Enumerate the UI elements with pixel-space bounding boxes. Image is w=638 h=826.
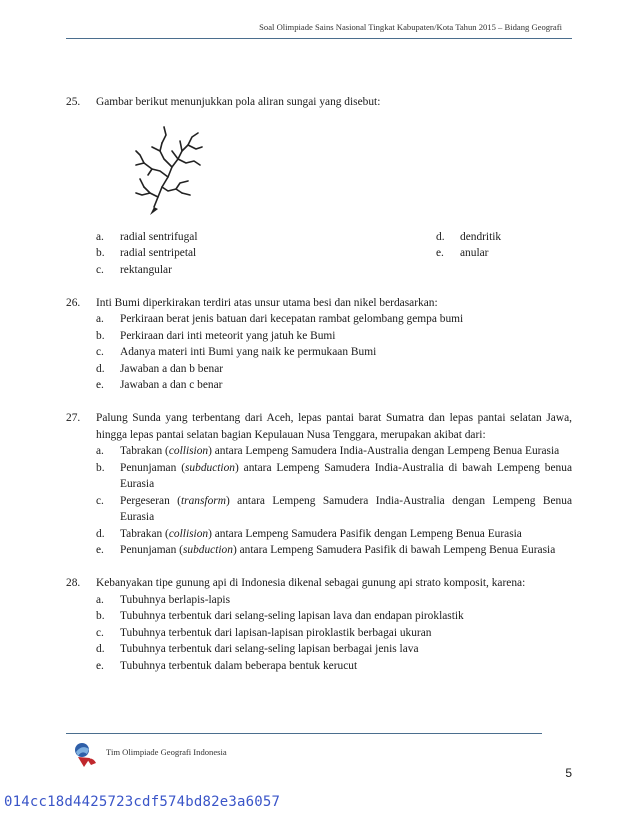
question-list [66,94,572,674]
question-number: 25. [66,96,81,108]
answer-option: e. Tubuhnya terbentuk dalam beberapa bentuk kerucut [96,659,358,672]
italic-term: transform [180,494,226,507]
header-divider [66,38,572,39]
answer-option: d. Jawaban a dan b benar [96,362,224,375]
question-25 [66,94,572,278]
answer-option: d. Tabrakan (collision) antara Lempeng Samudera Pasifik dengan Lempeng Benua Eurasia [96,527,522,540]
answer-option: e. Penunjaman (subduction) antara Lempeng Samudera Pasifik di bawah Lempeng Benua Eurasia [96,544,556,556]
question-stem: Inti Bumi diperkirakan terdiri atas unsur utama besi dan nikel berdasarkan: [96,296,438,309]
answer-option: c. Adanya materi inti Bumi yang naik ke permukaan Bumi [96,346,377,358]
answer-option: e. anular [436,247,489,259]
answer-option: c. Pergeseran (transform) antara Lempeng Samudera India-Australia dengan Lempeng Benua Eurasia [96,494,572,523]
answer-option: d. dendritik [436,230,502,243]
document-hash: 014cc18d4425723cdf574bd82e3a6057 [4,794,281,810]
question-stem: Kebanyakan tipe gunung api di Indonesia dikenal sebagai gunung api strato komposit, karena: [96,577,526,589]
question-27 [66,410,572,559]
answer-option: b. Tubuhnya terbentuk dari selang-seling lapisan lava dan endapan piroklastik [96,610,464,622]
question-stem: Gambar berikut menunjukkan pola aliran sungai yang disebut: [96,96,381,108]
answer-option: a. Tabrakan (collision) antara Lempeng Samudera India-Australia dengan Lempeng Benua Eurasia [96,445,560,457]
question-number: 28. [66,577,81,589]
answer-option: c. Tubuhnya terbentuk dari lapisan-lapisan piroklastik berbagai ukuran [96,626,432,639]
italic-term: collision [168,445,209,457]
italic-term: subduction [182,544,233,556]
answer-option: a. Tubuhnya berlapis-lapis [96,593,230,606]
answer-option: a. radial sentrifugal [96,230,198,243]
question-number: 26. [66,296,81,309]
question-26 [66,295,572,394]
answer-option: b. Penunjaman (subduction) antara Lempeng Samudera India-Australia di bawah Lempeng benua Eurasia [96,461,572,490]
question-number: 27. [66,412,81,424]
answer-options [96,229,572,279]
answer-option: a. Perkiraan berat jenis batuan dari kecepatan rambat gelombang gempa bumi [96,313,464,325]
footer-divider [66,733,542,734]
page-number: 5 [565,766,572,780]
olympiad-logo-icon [70,740,100,775]
answer-option: e. Jawaban a dan c benar [96,379,223,391]
footer-team: Tim Olimpiade Geografi Indonesia [106,747,227,757]
river-pattern-icon [102,115,212,225]
question-stem: Palung Sunda yang terbentang dari Aceh, lepas pantai barat Sumatra dan lepas pantai selatan Jawa, hingga lepas pantai selatan bagian Kepulauan Nusa Tenggara, merupakan akibat dari: [96,412,572,441]
italic-term: collision [168,527,209,540]
answer-option: b. radial sentripetal [96,247,197,259]
question-28 [66,575,572,674]
page-header: Soal Olimpiade Sains Nasional Tingkat Kabupaten/Kota Tahun 2015 – Bidang Geografi [259,22,562,32]
answer-option: d. Tubuhnya terbentuk dari selang-seling lapisan berbagai jenis lava [96,643,419,655]
river-pattern-figure [96,111,572,229]
italic-term: subduction [185,461,235,474]
answer-option: c. rektangular [96,263,172,276]
answer-option: b. Perkiraan dari inti meteorit yang jatuh ke Bumi [96,329,336,342]
